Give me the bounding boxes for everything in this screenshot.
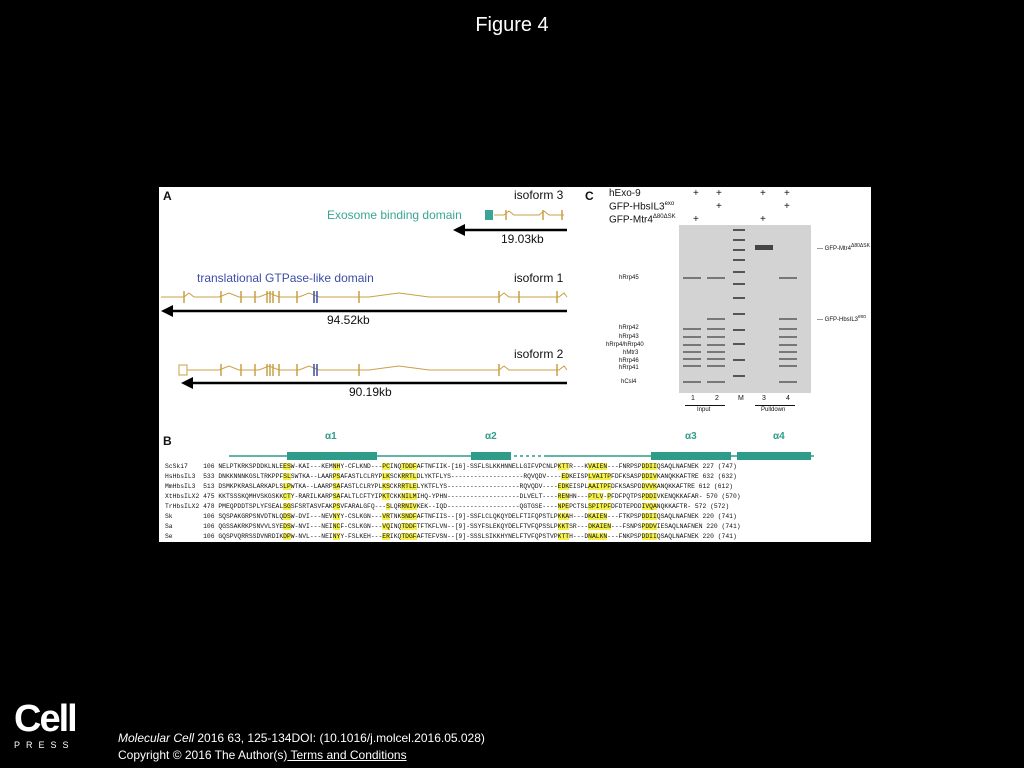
- end-position: 570: [702, 493, 722, 500]
- panel-b: [159, 432, 871, 542]
- group-input-label: Input: [697, 407, 711, 413]
- alignment-row: [165, 472, 737, 482]
- lane-number: 2: [715, 395, 719, 402]
- plus-mark: +: [693, 188, 699, 199]
- alignment-row: [165, 482, 733, 492]
- helix-alpha1-label: α1: [325, 431, 337, 442]
- species-name: Se: [165, 533, 204, 540]
- exosome-binding-domain-label: Exosome binding domain: [327, 208, 462, 222]
- start-position: 533: [203, 473, 219, 480]
- total-length: (741): [721, 523, 741, 530]
- panel-a-letter: A: [163, 189, 172, 203]
- band-label-hrrp4: hRrp4/hRrp40: [606, 342, 644, 348]
- copyright-text: Copyright © 2016 The Author(s): [118, 748, 288, 762]
- end-position: 612: [694, 483, 714, 490]
- panel-c: [579, 187, 871, 432]
- plus-mark: +: [760, 214, 766, 225]
- figure-title: Figure 4: [475, 14, 549, 36]
- species-name: Sk: [165, 513, 204, 520]
- end-position: 220: [698, 513, 718, 520]
- plus-mark: +: [716, 188, 722, 199]
- gel-bands: [679, 225, 811, 393]
- band-label-hmtr3: hMtr3: [623, 350, 639, 356]
- sequence: KKTSSSKQMHVSKGSKKCTY-RARILKARPSAFALTLCFTYIPKTCKKNILMIHQ-YPHN-------------------DLVELT----RENHN---PTLV-PFDFPQTPSPDDIVKENQKKAFAR-: [218, 493, 703, 500]
- cell-logo-text: Cell: [14, 698, 76, 740]
- start-position: 106: [203, 513, 219, 520]
- alignment-row: [165, 512, 737, 522]
- band-label-gfp-mtr4: — GFP-$Mtr4^{\Delta 80\Delta SK}$: [817, 243, 870, 252]
- band-label-gfp-hbsil3: — GFP-$HbsIL3^{exo}$: [817, 314, 867, 323]
- alignment-row: [165, 502, 729, 512]
- sequence: GQSPVQRRSSDVNRDIKDPW-NVL---NEINYY-FSLKEH---ERIKQTDGFAFTEFVSN--[9]-SSSLSIKKHYNELFTVFQPSTVPKTTH---DNALKN---FNKPSPDDIIQSAQLNAFNEK: [218, 533, 699, 540]
- total-length: (570): [721, 493, 741, 500]
- sequence: SQSPAKGRPSNVDTNLQDSW-DVI---NEVNYY-CSLKGN---VRTNKSNDFAFTNFIIS--[9]-SSFLCLQKQYDELFTIFQPSTLPKKAH---DKAIEN---FTKPSPDDIIQSAQLNAFNEK: [218, 513, 699, 520]
- group-pulldown-label: Pulldown: [761, 407, 786, 413]
- total-length: (747): [717, 463, 737, 470]
- end-position: 572: [691, 503, 711, 510]
- band-label-hrrp42: hRrp42: [619, 325, 639, 331]
- end-position: 632: [698, 473, 718, 480]
- citation-text: 2016 63, 125-134DOI: (10.1016/j.molcel.2016.05.028): [194, 731, 485, 745]
- sequence: DNKKNNNKGSLTRKPPFSLSWTKA--LAARPSAFASTLCLRYPLKSCKRRTLDLYKTFLYS-------------------RQVQDV----EDKEISPLVAITPFDFKSASPDDIVKANQKKAFTRE: [218, 473, 699, 480]
- plus-mark: +: [784, 201, 790, 212]
- panel-a: [159, 187, 579, 432]
- start-position: 478: [203, 503, 219, 510]
- species-name: Sa: [165, 523, 204, 530]
- sequence: DSMKPKRASLARKAPLSLPWTKA--LAARPSAFASTLCLRYPLKSCKRRTLELYKTFLYS-------------------RQVQDV----EDKEISPLAAITPFDFKSASPDDVVKANQKKAFTRE: [218, 483, 695, 490]
- sequence: PMEQPDDTSPLYFSEALSGSFSRTASVFAKPSVFARALGFQ---SLQRRNIVKEK--IQD-------------------QGTGSE----NPEPCTSLSPITPFDFDTEPDDIVQANQKKAFTR-: [218, 503, 692, 510]
- figure-panel: [159, 187, 871, 542]
- helix-alpha4-label: α4: [773, 431, 785, 442]
- journal-name: Molecular Cell: [118, 731, 195, 745]
- helix-alpha1: [287, 452, 377, 460]
- end-position: 220: [702, 523, 722, 530]
- species-name: TrHbsILX2: [165, 503, 204, 510]
- terms-link[interactable]: Terms and Conditions: [287, 748, 407, 762]
- isoform-1-length: 94.52kb: [327, 313, 370, 327]
- end-position: 227: [698, 463, 718, 470]
- species-name: XtHbsILX2: [165, 493, 204, 500]
- total-length: (572): [710, 503, 730, 510]
- alignment-row: [165, 492, 741, 502]
- start-position: 106: [203, 523, 219, 530]
- condition-gfp-mtr4: GFP-$Mtr4^{\Delta 80\Delta SK}$: [609, 214, 676, 226]
- panel-b-letter: B: [163, 434, 172, 448]
- lane-number: 3: [762, 395, 766, 402]
- condition-hexo9: hExo-9: [609, 188, 641, 199]
- band-label-hrrp46: hRrp46: [619, 358, 639, 364]
- start-position: 106: [203, 463, 219, 470]
- helix-alpha2: [471, 452, 511, 460]
- end-position: 220: [698, 533, 718, 540]
- input-bracket: [685, 405, 725, 406]
- isoform-3-label: isoform 3: [514, 188, 564, 202]
- helix-alpha3: [651, 452, 731, 460]
- band-label-hrrp43: hRrp43: [619, 334, 639, 340]
- plus-mark: +: [784, 188, 790, 199]
- gtpase-domain-label: translational GTPase-like domain: [197, 271, 374, 285]
- isoform-2-label: isoform 2: [514, 347, 564, 361]
- plus-mark: +: [760, 188, 766, 199]
- alignment-row: [165, 522, 741, 532]
- pulldown-bracket: [755, 405, 795, 406]
- species-name: MmHbsIL3: [165, 483, 204, 490]
- copyright-line: [118, 748, 407, 762]
- sequence: QGSSAKRKPSNVVLSYEDSW-NVI---NEINCF-CSLKGN---VQINQTDDFTFTKFLVN--[9]-SSYFSLEKQYDELFTVFQPSSLPKKTSR---DKAIEN---FSNPSPDDVIESAQLNAFNEN: [218, 523, 703, 530]
- sequence: NELPTKRKSPDDKLNLEESW-KAI---KEMNHY-CFLKND---PCINQTDDFAFTNFIIK-[16]-SSFLSLKKHNNELLGIFVPCNLPKTTR---KVAIEN---FNRPSPDDIIQSAQLNAFNEK: [218, 463, 699, 470]
- isoform-3-length: 19.03kb: [501, 232, 544, 246]
- species-name: HsHbsIL3: [165, 473, 204, 480]
- start-position: 106: [203, 533, 219, 540]
- species-name: ScSki7: [165, 463, 204, 470]
- alignment-row: [165, 462, 737, 472]
- condition-gfp-hbsil3: GFP-$HbsIL3^{exo}$: [609, 201, 675, 213]
- helix-alpha4: [737, 452, 811, 460]
- sds-page-gel: [679, 225, 811, 393]
- alignment-row: [165, 532, 737, 542]
- exosome-domain-exon: [485, 210, 493, 220]
- plus-mark: +: [716, 201, 722, 212]
- total-length: (741): [717, 513, 737, 520]
- press-logo-text: PRESS: [14, 740, 75, 750]
- total-length: (632): [717, 473, 737, 480]
- plus-mark: +: [693, 214, 699, 225]
- helix-alpha3-label: α3: [685, 431, 697, 442]
- panel-c-letter: C: [585, 189, 594, 203]
- total-length: (741): [717, 533, 737, 540]
- lane-number: 1: [691, 395, 695, 402]
- start-position: 475: [203, 493, 219, 500]
- helix-alpha2-label: α2: [485, 431, 497, 442]
- cell-press-logo: [14, 700, 76, 750]
- total-length: (612): [713, 483, 733, 490]
- band-label-hrrp45: hRrp45: [619, 275, 639, 281]
- band-label-hrrp41: hRrp41: [619, 365, 639, 371]
- start-position: 513: [203, 483, 219, 490]
- lane-number: 4: [786, 395, 790, 402]
- citation-line: [118, 731, 485, 745]
- band-label-hcsl4: hCsl4: [621, 379, 637, 385]
- isoform-1-label: isoform 1: [514, 271, 564, 285]
- isoform-2-length: 90.19kb: [349, 385, 392, 399]
- lane-number: M: [738, 395, 744, 402]
